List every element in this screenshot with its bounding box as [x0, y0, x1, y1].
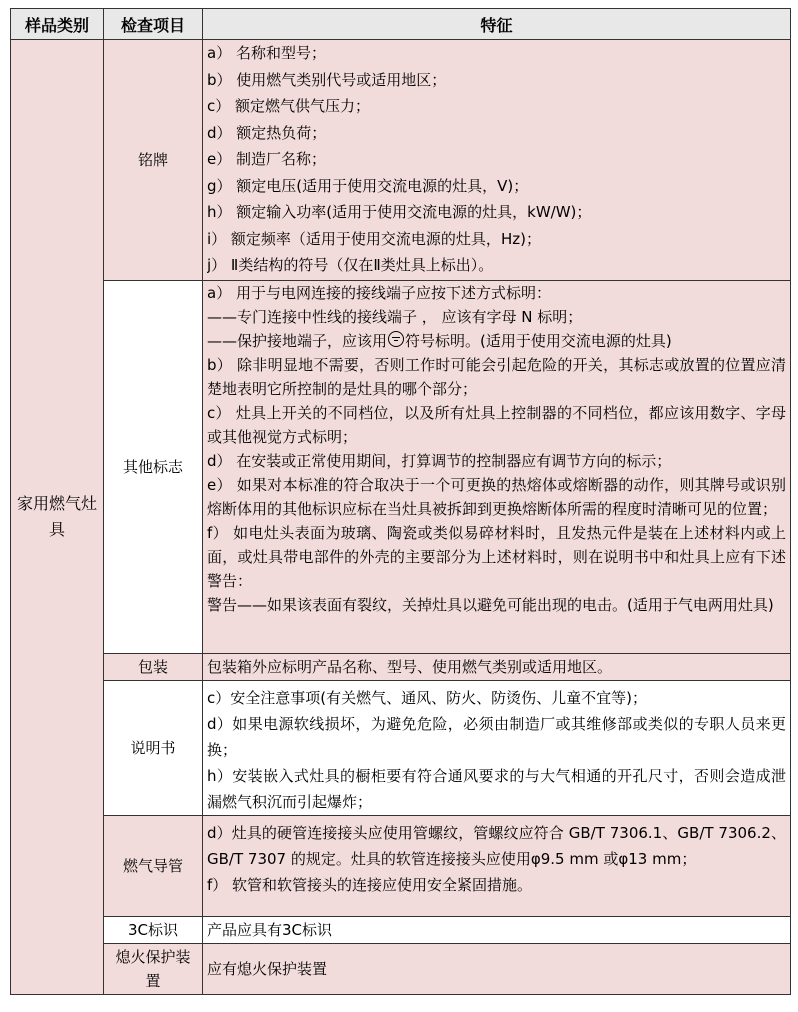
row-other-marks — [11, 281, 791, 654]
other-marks-b: b） 除非明显地不需要，否则工作时可能会引起危险的开关，其标志或放置的位置应清楚地表明它所控制的是灶具的哪个部分； — [207, 356, 786, 398]
flameout-text: 应有熄火保护装置 — [207, 960, 328, 978]
other-marks-a-line1: a） 用于与电网连接的接线端子应按下述方式标明： — [207, 284, 551, 302]
sample-category-cell — [11, 40, 104, 995]
manual-c: c）安全注意事项(有关燃气、通风、防火、防烫伤、儿童不宜等)； — [207, 689, 647, 707]
manual-h: h）安装嵌入式灶具的橱柜要有符合通风要求的与大气相通的开孔尺寸，否则会造成泄漏燃气积沉而引起爆炸； — [207, 767, 786, 811]
other-marks-a-line3-pre: ——保护接地端子，应该用 — [207, 332, 388, 350]
sample-category-label: 家用燃气灶具 — [16, 494, 97, 539]
item-3c: 3C标识 — [104, 917, 203, 944]
manual-d: d）如果电源软线损坏，为避免危险，必须由制造厂或其维修部或类似的专职人员来更换； — [207, 715, 786, 759]
other-marks-a-line3 — [207, 329, 786, 353]
header-inspection-item: 检查项目 — [104, 9, 203, 40]
other-marks-warning: 警告——如果该表面有裂纹，关掉灶具以避免可能出现的电击。(适用于气电两用灶具) — [207, 596, 774, 614]
other-marks-e: e） 如果对本标准的符合取决于一个可更换的热熔体或熔断器的动作，则其牌号或识别熔断体用的其他标识应标在当灶具被拆卸到更换熔断体所需的程度时清晰可见的位置； — [207, 476, 786, 518]
feature-other-marks — [203, 281, 791, 654]
nameplate-line-a: a） 名称和型号； — [207, 44, 326, 62]
row-packaging — [11, 654, 791, 681]
row-flameout — [11, 944, 791, 995]
nameplate-line-g: g） 额定电压(适用于使用交流电源的灶具，V)； — [207, 176, 529, 195]
feature-packaging — [203, 654, 791, 681]
item-manual: 说明书 — [104, 681, 203, 816]
nameplate-line-h: h） 额定输入功率(适用于使用交流电源的灶具，kW/W)； — [207, 203, 592, 221]
nameplate-line-b: b） 使用燃气类别代号或适用地区； — [207, 70, 447, 89]
inspection-table-wrapper — [10, 8, 791, 995]
nameplate-line-d: d） 额定热负荷； — [207, 123, 327, 142]
header-row — [11, 9, 791, 40]
other-marks-d: d） 在安装或正常使用期间，打算调节的控制器应有调节方向的标示； — [207, 452, 672, 470]
feature-3c — [203, 917, 791, 944]
packaging-text: 包装箱外应标明产品名称、型号、使用燃气类别或适用地区。 — [207, 658, 613, 676]
other-marks-f: f） 如电灶头表面为玻璃、陶瓷或类似易碎材料时，且发热元件是装在上述材料内或上面，或灶具带电部件的外壳的主要部分为上述材料时，则在说明书中和灶具上应有下述警告： — [207, 524, 786, 590]
3c-text: 产品应具有3C标识 — [207, 921, 333, 939]
item-other-marks: 其他标志 — [104, 281, 203, 654]
item-packaging: 包装 — [104, 654, 203, 681]
row-nameplate — [11, 40, 791, 281]
feature-flameout — [203, 944, 791, 995]
other-marks-a-line3-post: 符号标明。(适用于使用交流电源的灶具) — [405, 332, 672, 350]
gas-pipe-d: d）灶具的硬管连接接头应使用管螺纹，管螺纹应符合 GB/T 7306.1、GB/T 7306.2、GB/T 7307 的规定。灶具的软管连接接头应使用φ9.5 mm 或φ13 mm； — [207, 824, 786, 868]
feature-gas-pipe — [203, 816, 791, 917]
feature-nameplate — [203, 40, 791, 281]
nameplate-line-c: c） 额定燃气供气压力； — [207, 97, 371, 115]
header-feature: 特征 — [203, 9, 791, 40]
nameplate-line-i: i） 额定频率（适用于使用交流电源的灶具，Hz)； — [207, 229, 541, 248]
protective-earth-icon — [388, 331, 404, 347]
item-nameplate: 铭牌 — [104, 40, 203, 281]
item-flameout: 熄火保护装置 — [104, 944, 203, 995]
item-gas-pipe: 燃气导管 — [104, 816, 203, 917]
gas-pipe-f: f） 软管和软管接头的连接应使用安全紧固措施。 — [207, 876, 533, 894]
row-manual — [11, 681, 791, 816]
other-marks-c: c） 灶具上开关的不同档位，以及所有灶具上控制器的不同档位，都应该用数字、字母或其他视觉方式标明； — [207, 404, 786, 446]
feature-manual — [203, 681, 791, 816]
nameplate-line-j: j） Ⅱ类结构的符号（仅在Ⅱ类灶具上标出）。 — [207, 256, 494, 274]
row-3c — [11, 917, 791, 944]
other-marks-a-line2: ——专门连接中性线的接线端子 ， 应该有字母 N 标明； — [207, 308, 583, 326]
header-sample-category: 样品类别 — [11, 9, 104, 40]
nameplate-line-e: e） 制造厂名称； — [207, 150, 326, 168]
inspection-table — [10, 8, 791, 995]
row-gas-pipe — [11, 816, 791, 917]
